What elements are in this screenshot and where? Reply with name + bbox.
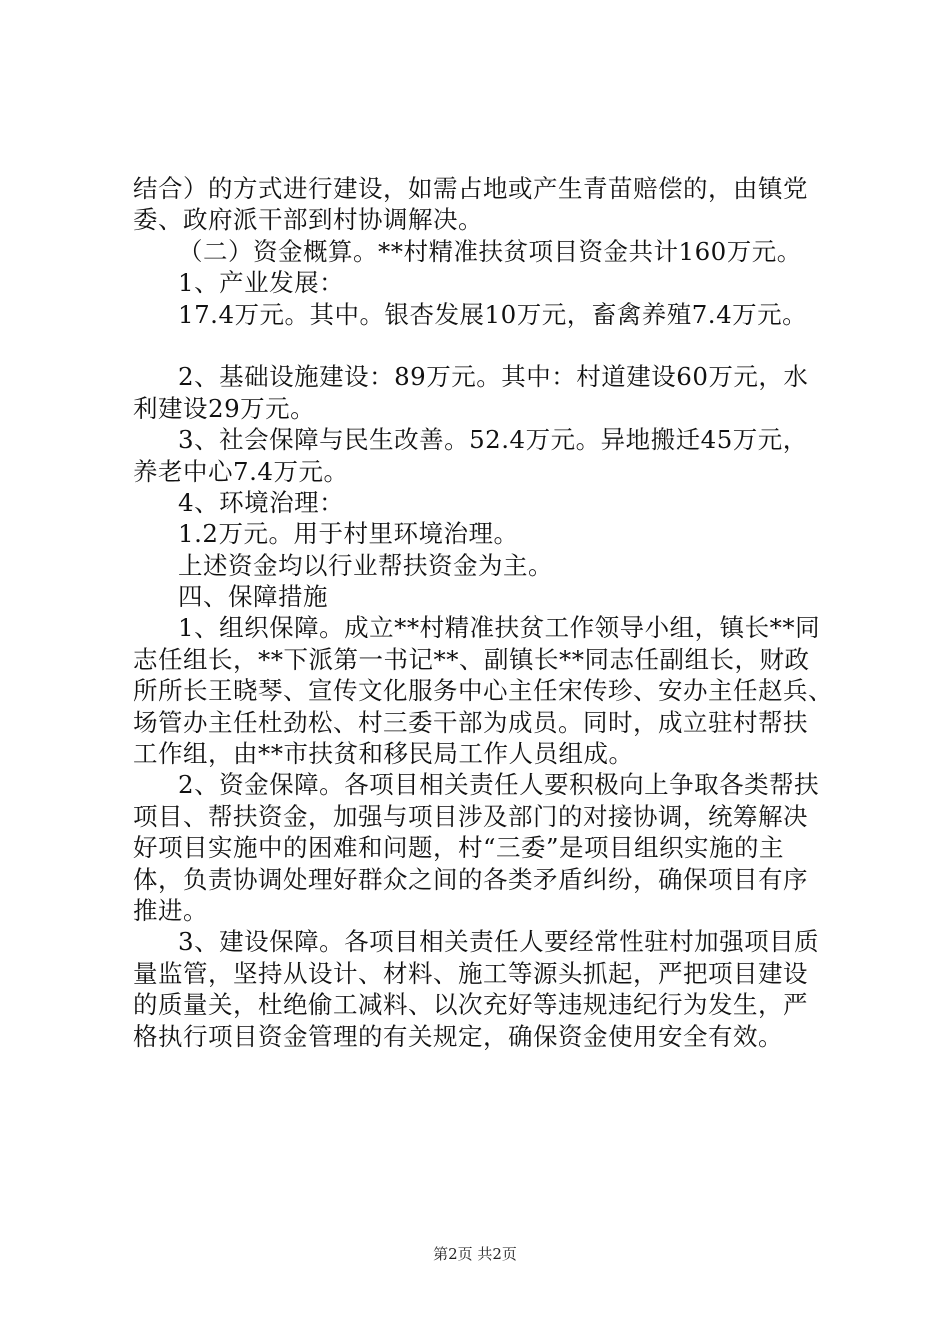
paragraph-line: 的质量关，杜绝偷工减料、以次充好等违规违纪行为发生，严 [133,990,808,1020]
list-item-environment: 4、环境治理： [178,487,345,517]
paragraph-line: 量监管，坚持从设计、材料、施工等源头抓起，严把项目建设 [133,958,808,988]
list-item-funding: 2、资金保障。各项目相关责任人要积极向上争取各类帮扶 [178,770,820,800]
paragraph-line: 利建设29万元。 [133,393,316,423]
paragraph-line: 志任组长，**下派第一书记**、副镇长**同志任副组长，财政 [133,644,810,674]
section-heading-safeguards: 四、保障措施 [178,582,328,612]
list-item-organization: 1、组织保障。成立**村精准扶贫工作领导小组，镇长**同 [178,613,821,643]
page-number-footer: 第2页 共2页 [433,1245,517,1263]
paragraph-line: 场管办主任杜劲松、村三委干部为成员。同时，成立驻村帮扶 [133,707,808,737]
paragraph-line: 推进。 [133,895,208,925]
blank-line [133,330,833,361]
paragraph-line: 格执行项目资金管理的有关规定，确保资金使用安全有效。 [133,1021,783,1051]
section-heading-fund-budget: （二）资金概算。**村精准扶贫项目资金共计160万元。 [178,236,802,266]
document-body [133,173,833,1052]
paragraph-line: 结合）的方式进行建设，如需占地或产生青苗赔偿的，由镇党 [133,174,808,203]
paragraph-line: 1.2万元。用于村里环境治理。 [178,519,519,549]
paragraph-line: 工作组，由**市扶贫和移民局工作人员组成。 [133,739,634,769]
paragraph-line: 养老中心7.4万元。 [133,456,349,486]
list-item-infrastructure: 2、基础设施建设：89万元。其中：村道建设60万元，水 [178,362,809,392]
paragraph-line: 项目、帮扶资金，加强与项目涉及部门的对接协调，统筹解决 [133,801,808,831]
list-item-industry: 1、产业发展： [178,268,345,298]
paragraph-line: 17.4万元。其中。银杏发展10万元，畜禽养殖7.4万元。 [178,299,808,329]
list-item-construction: 3、建设保障。各项目相关责任人要经常性驻村加强项目质 [178,927,820,957]
paragraph-line: 体，负责协调处理好群众之间的各类矛盾纠纷，确保项目有序 [133,864,808,894]
paragraph-line: 上述资金均以行业帮扶资金为主。 [178,550,553,580]
list-item-social-security: 3、社会保障与民生改善。52.4万元。异地搬迁45万元， [178,425,808,455]
paragraph-line: 委、政府派干部到村协调解决。 [133,205,483,235]
paragraph-line: 所所长王晓琴、宣传文化服务中心主任宋传珍、安办主任赵兵、 [133,676,833,706]
paragraph-line: 好项目实施中的困难和问题，村“三委”是项目组织实施的主 [133,833,785,863]
